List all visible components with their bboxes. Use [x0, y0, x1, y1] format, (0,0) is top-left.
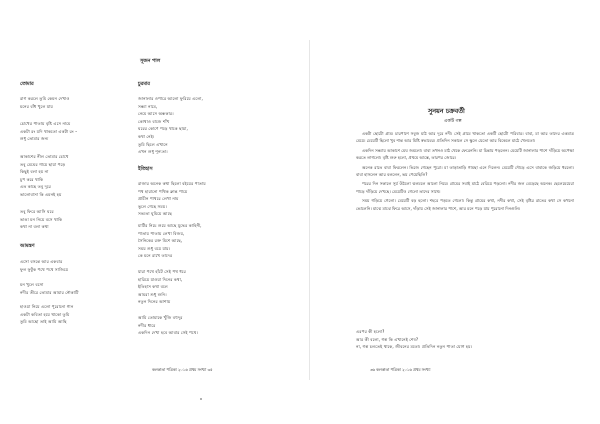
poem-a-stanza-7: হাওয়া নিয়ে এলো পুরোনো গান একটা কবিতা হয়ে থাকো তুমি তুমি আছো তাই আমি আছি: [20, 304, 74, 325]
poem-b-stanza-2: রাজার অনেক কথা ছিলো বইয়ের পাতায় পথ হারানো পথিক ক্লান্ত পায়ে প্রাচীন পাথরে লেখা নাম ভুলে গেছে সময়। সভ্যতা ঘুমিয়ে আছে: [138, 181, 206, 217]
poem-a-stanza-6: মন খুলে বসো নদীর তীরে তোমার আমার নৌকাটি: [20, 282, 79, 295]
poem-b-stanza-3: মাটির নিচে শুয়ে আছে যুদ্ধের কাহিনী, পাতায় পাতায় লেখা বিজয়, সৈনিকের রক্ত মিশে আছে, সময় শুধু বয়ে যায়। কে মনে রাখে তাদের: [138, 223, 202, 259]
poem-a-stanza-5: এসো বসন্তে আর একবার ফুল ফুটুক পথে পথে সাজিয়ে: [20, 259, 69, 272]
story-closing-lines: এরপর কী হলো? আর কী বলো, গল্প কি এখানেই শেষ? না, গল্প চলতেই থাকে, জীবনের মতো। প্রতিদিন নতুন পাতা যোগ হয়।: [356, 329, 473, 350]
poem-b-title: চুরমার: [138, 82, 150, 87]
poem-b-stanza-1: জানালার ওপারে আলো ফুরিয়ে এলো, সন্ধ্যা নামে, নেমে আসে অন্ধকার। কোথাও বাজে শাঁখ ঘরের কোণে পড়ে থাকে ছায়া, কথা নেই। তুমি ছিলে এখানে এখন শুধু শূন্যতা।: [138, 96, 203, 155]
poem-b-stanza-5: আমি তোমাকে খুঁজি বহুদূর নদীর ধারে একদিন দেখা হবে আবার সেই পথে।: [138, 315, 198, 336]
poem-b-section-2-title: ইতিহাস: [138, 167, 153, 172]
right-page-footer: ৩৬ কলকাতা পত্রিকা ২০১৬ প্রথম সংখ্যা: [370, 367, 431, 372]
poem-a-title: তোমার: [20, 82, 34, 87]
story-title: সুনয়ন চক্রবর্তী: [428, 107, 465, 115]
poem-b-stanza-4: যারা পথে হাঁটে সেই পথ ধরে হারিয়ে যাওয়া দিনের কথা, ইতিহাস কথা বলে আমরা শুধু শুনি। নতুন দিনের আশায়: [138, 269, 186, 305]
poem-a-stanza-1: রাগ করলে তুমি কেমন দেখাও মনের বাঁধ খুলে যায়: [20, 96, 70, 109]
story-paragraph: একদিন সন্ধ্যায় আকাশে মেঘ জমলো। বাবা তখনও মাঠ থেকে ফেরেননি। মা চিন্তায় পড়লেন। মেয়েটি জানালার পাশে দাঁড়িয়ে অপেক্ষা করতে লাগলো। বৃষ্টি শুরু হলো, প্রথমে আস্তে, তারপর জোরে।: [356, 147, 574, 161]
poem-a-stanza-5-title: আমন্ত্রণ: [20, 244, 35, 249]
story-paragraph: পরের দিন সকালে সূর্য উঠলো ঝলমলে আলো নিয়ে। গ্রামের সবাই মাঠে বেরিয়ে পড়লো। নদীর জল বেড়েছে অনেক। ছেলেমেয়েরা পাড়ে দাঁড়িয়ে দেখছে। মেয়েটিও গেলো তাদের সাথে।: [356, 181, 574, 194]
story-paragraph: একটা ছোটো গ্রাম। চারপাশে সবুজ মাঠ আর দূরে নদী। সেই গ্রামে থাকতো একটি ছোটো পরিবার। বাবা, মা আর তাদের একমাত্র মেয়ে। মেয়েটি ছিলো খুব শান্ত আর মিষ্টি স্বভাবের। প্রতিদিন সকালে সে স্কুলে যেতো আর বিকেলে মাঠে খেলতো।: [356, 131, 574, 144]
poem-a-stanza-3: আকাশের নীল তোমার চোখে তবু মেঘের গায়ে ছায়া পড়ে কিছুই বলা হয় না চুপ করে থাকি এত কাছে তবু দূরে ভালোবাসা কি এমনই হয়: [20, 154, 69, 197]
poem-a-stanza-4: তবু ফিরে আসি ঘরে ভাঙা মন নিয়ে বসে থাকি কথা না বলা কথা: [20, 209, 63, 230]
print-speck: [200, 398, 202, 400]
section-title: সূজন পাল: [140, 59, 161, 64]
right-page: [310, 0, 600, 424]
left-page-footer: কলকাতা পত্রিকা ২০১৬ প্রথম সংখ্যা ৩৫: [152, 367, 213, 372]
story-body: [356, 130, 574, 214]
story-paragraph: অনেক রাতে বাবা ফিরলেন। ভিজে গেছেন পুরো। মা তাড়াতাড়ি গামছা এনে দিলেন। মেয়েটি দৌড়ে এসে বাবাকে জড়িয়ে ধরলো। বাবা হাসলেন আর বললেন, ভয় পেয়েছিলি?: [356, 164, 574, 178]
story-subtitle: একটি গল্প: [444, 119, 462, 124]
story-paragraph: সময় গড়িয়ে গেলো। মেয়েটি বড় হলো। শহরে পড়তে গেলো। কিন্তু গ্রামের কথা, নদীর কথা, সেই বৃষ্টির রাতের কথা সে কখনো ভোলেনি। মাঝে মাঝে ফিরে আসে, দাঁড়ায় সেই জানালার পাশে, আর মনে পড়ে যায় পুরোনো দিনগুলি।: [356, 198, 574, 211]
poem-a-stanza-2: চোখের পাতায় বৃষ্টি এসে নামে একটা রং যদি থাকতো একটা রং – শুধু তোমার জন্য: [20, 121, 78, 142]
